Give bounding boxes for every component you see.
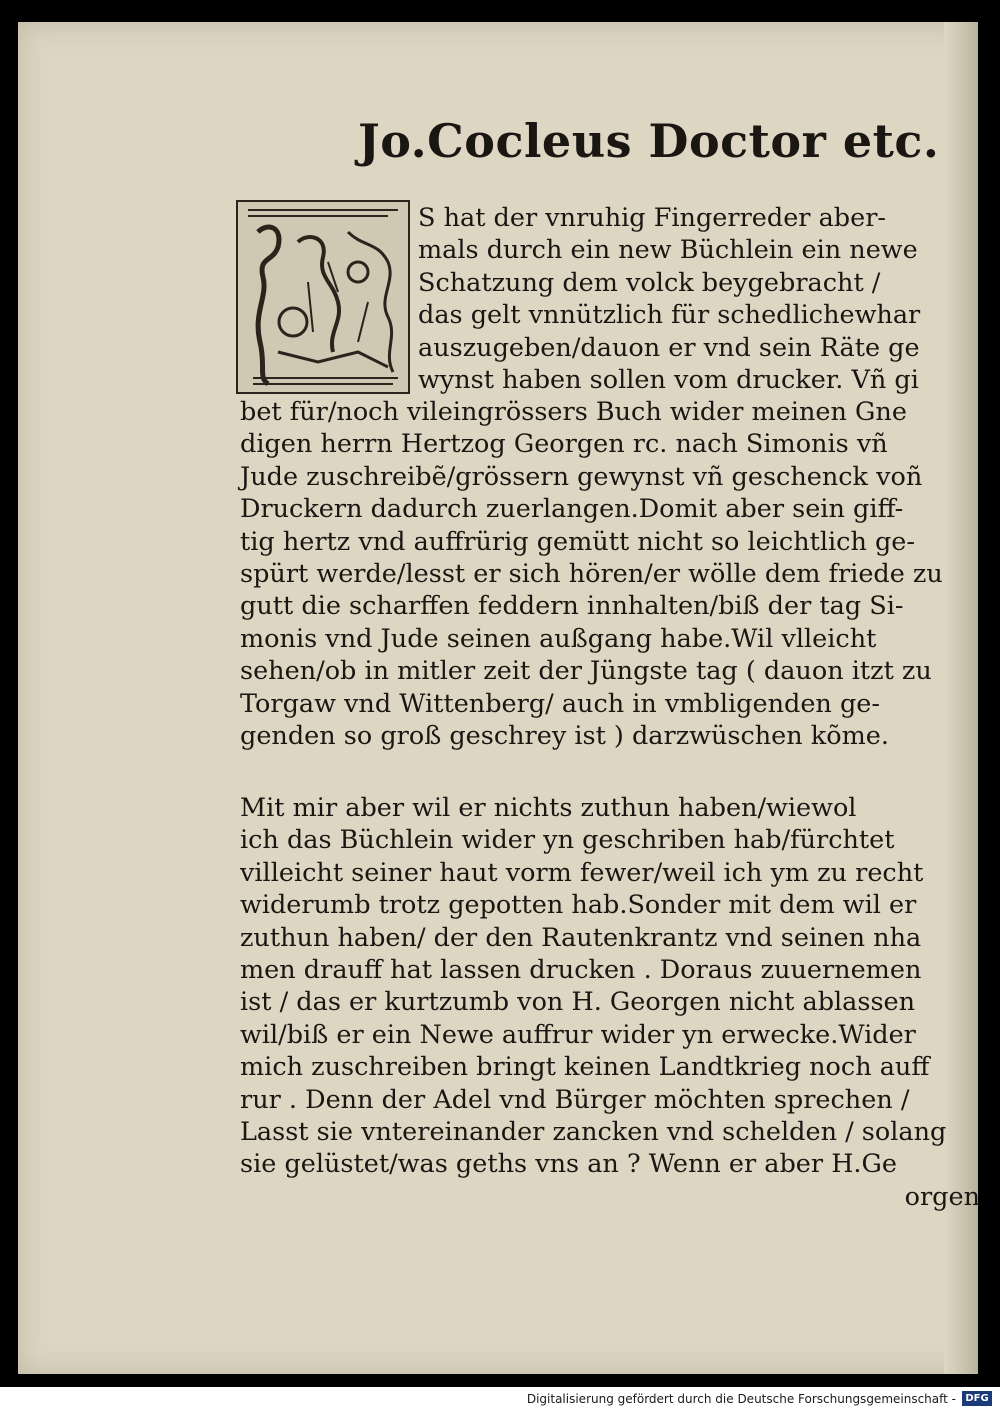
text-line: Schatzung dem volck beygebracht / [418, 267, 881, 298]
text-line: monis vnd Jude seinen außgang habe.Wil vlleicht [240, 623, 877, 654]
text-line: sehen/ob in mitler zeit der Jüngste tag ( dauon itzt zu [240, 656, 932, 687]
page-title: Jo.Cocleus Doctor etc. [358, 114, 940, 168]
text-line: Mit mir aber wil er nichts zuthun haben/wiewol [240, 793, 857, 823]
text-line: sie gelüstet/was geths vns an ? Wenn er aber H.Ge [240, 1149, 897, 1180]
text-line: Jude zuschreibẽ/grössern gewynst vñ geschenck voñ [240, 461, 923, 492]
text-line: gutt die scharffen feddern innhalten/biß der tag Si- [240, 591, 904, 622]
paragraph-1-continued [240, 396, 980, 752]
paragraph-1-indented [418, 202, 978, 396]
digitization-credit: Digitalisierung gefördert durch die Deutsche Forschungsgemeinschaft - [526, 1392, 956, 1406]
text-line: zuthun haben/ der den Rautenkrantz vnd seinen nha [240, 922, 922, 953]
decorated-initial-woodcut [236, 200, 410, 394]
text-line: bet für/noch vileingrössers Buch wider meinen Gne [240, 397, 907, 427]
text-line: tig hertz vnd auffrürig gemütt nicht so leichtlich ge- [240, 526, 916, 557]
text-line: ist / das er kurtzumb von H. Georgen nicht ablassen [240, 987, 916, 1018]
text-line: ich das Büchlein wider yn geschriben hab/fürchtet [240, 825, 895, 856]
text-line: Lasst sie vntereinander zancken vnd schelden / solang [240, 1116, 947, 1147]
text-line: men drauff hat lassen drucken . Doraus zuuernemen [240, 954, 922, 985]
text-line: villeicht seiner haut vorm fewer/weil ich ym zu recht [240, 857, 924, 888]
text-line: S hat der vnruhig Fingerreder aber- [418, 203, 887, 233]
catchword: orgen [904, 1181, 980, 1212]
text-line: widerumb trotz gepotten hab.Sonder mit dem wil er [240, 890, 917, 921]
text-line: genden so groß geschrey ist ) darzwüschen kõme. [240, 720, 889, 751]
text-line: Torgaw vnd Wittenberg/ auch in vmbligenden ge- [240, 688, 880, 719]
text-line: spürt werde/lesst er sich hören/er wölle dem friede zu [240, 558, 943, 589]
text-line: rur . Denn der Adel vnd Bürger möchten sprechen / [240, 1084, 910, 1115]
text-line: das gelt vnnützlich für schedlichewhar [418, 300, 921, 331]
footer-bar [0, 1387, 1000, 1409]
paragraph-2 [240, 792, 980, 1213]
dfg-logo: DFG [962, 1391, 992, 1406]
text-line: wynst haben sollen vom drucker. Vñ gi [418, 364, 919, 395]
text-line: wil/biß er ein Newe auffrur wider yn erwecke.Wider [240, 1019, 916, 1050]
text-line: auszugeben/dauon er vnd sein Räte ge [418, 332, 920, 363]
scanned-page [18, 22, 978, 1374]
text-line: Druckern dadurch zuerlangen.Domit aber sein giff- [240, 494, 904, 525]
text-line: mich zuschreiben bringt keinen Landtkrieg noch auff [240, 1052, 930, 1083]
woodcut-illustration [238, 202, 408, 392]
text-line: mals durch ein new Büchlein ein newe [418, 235, 918, 266]
text-line: digen herrn Hertzog Georgen rc. nach Simonis vñ [240, 429, 888, 460]
